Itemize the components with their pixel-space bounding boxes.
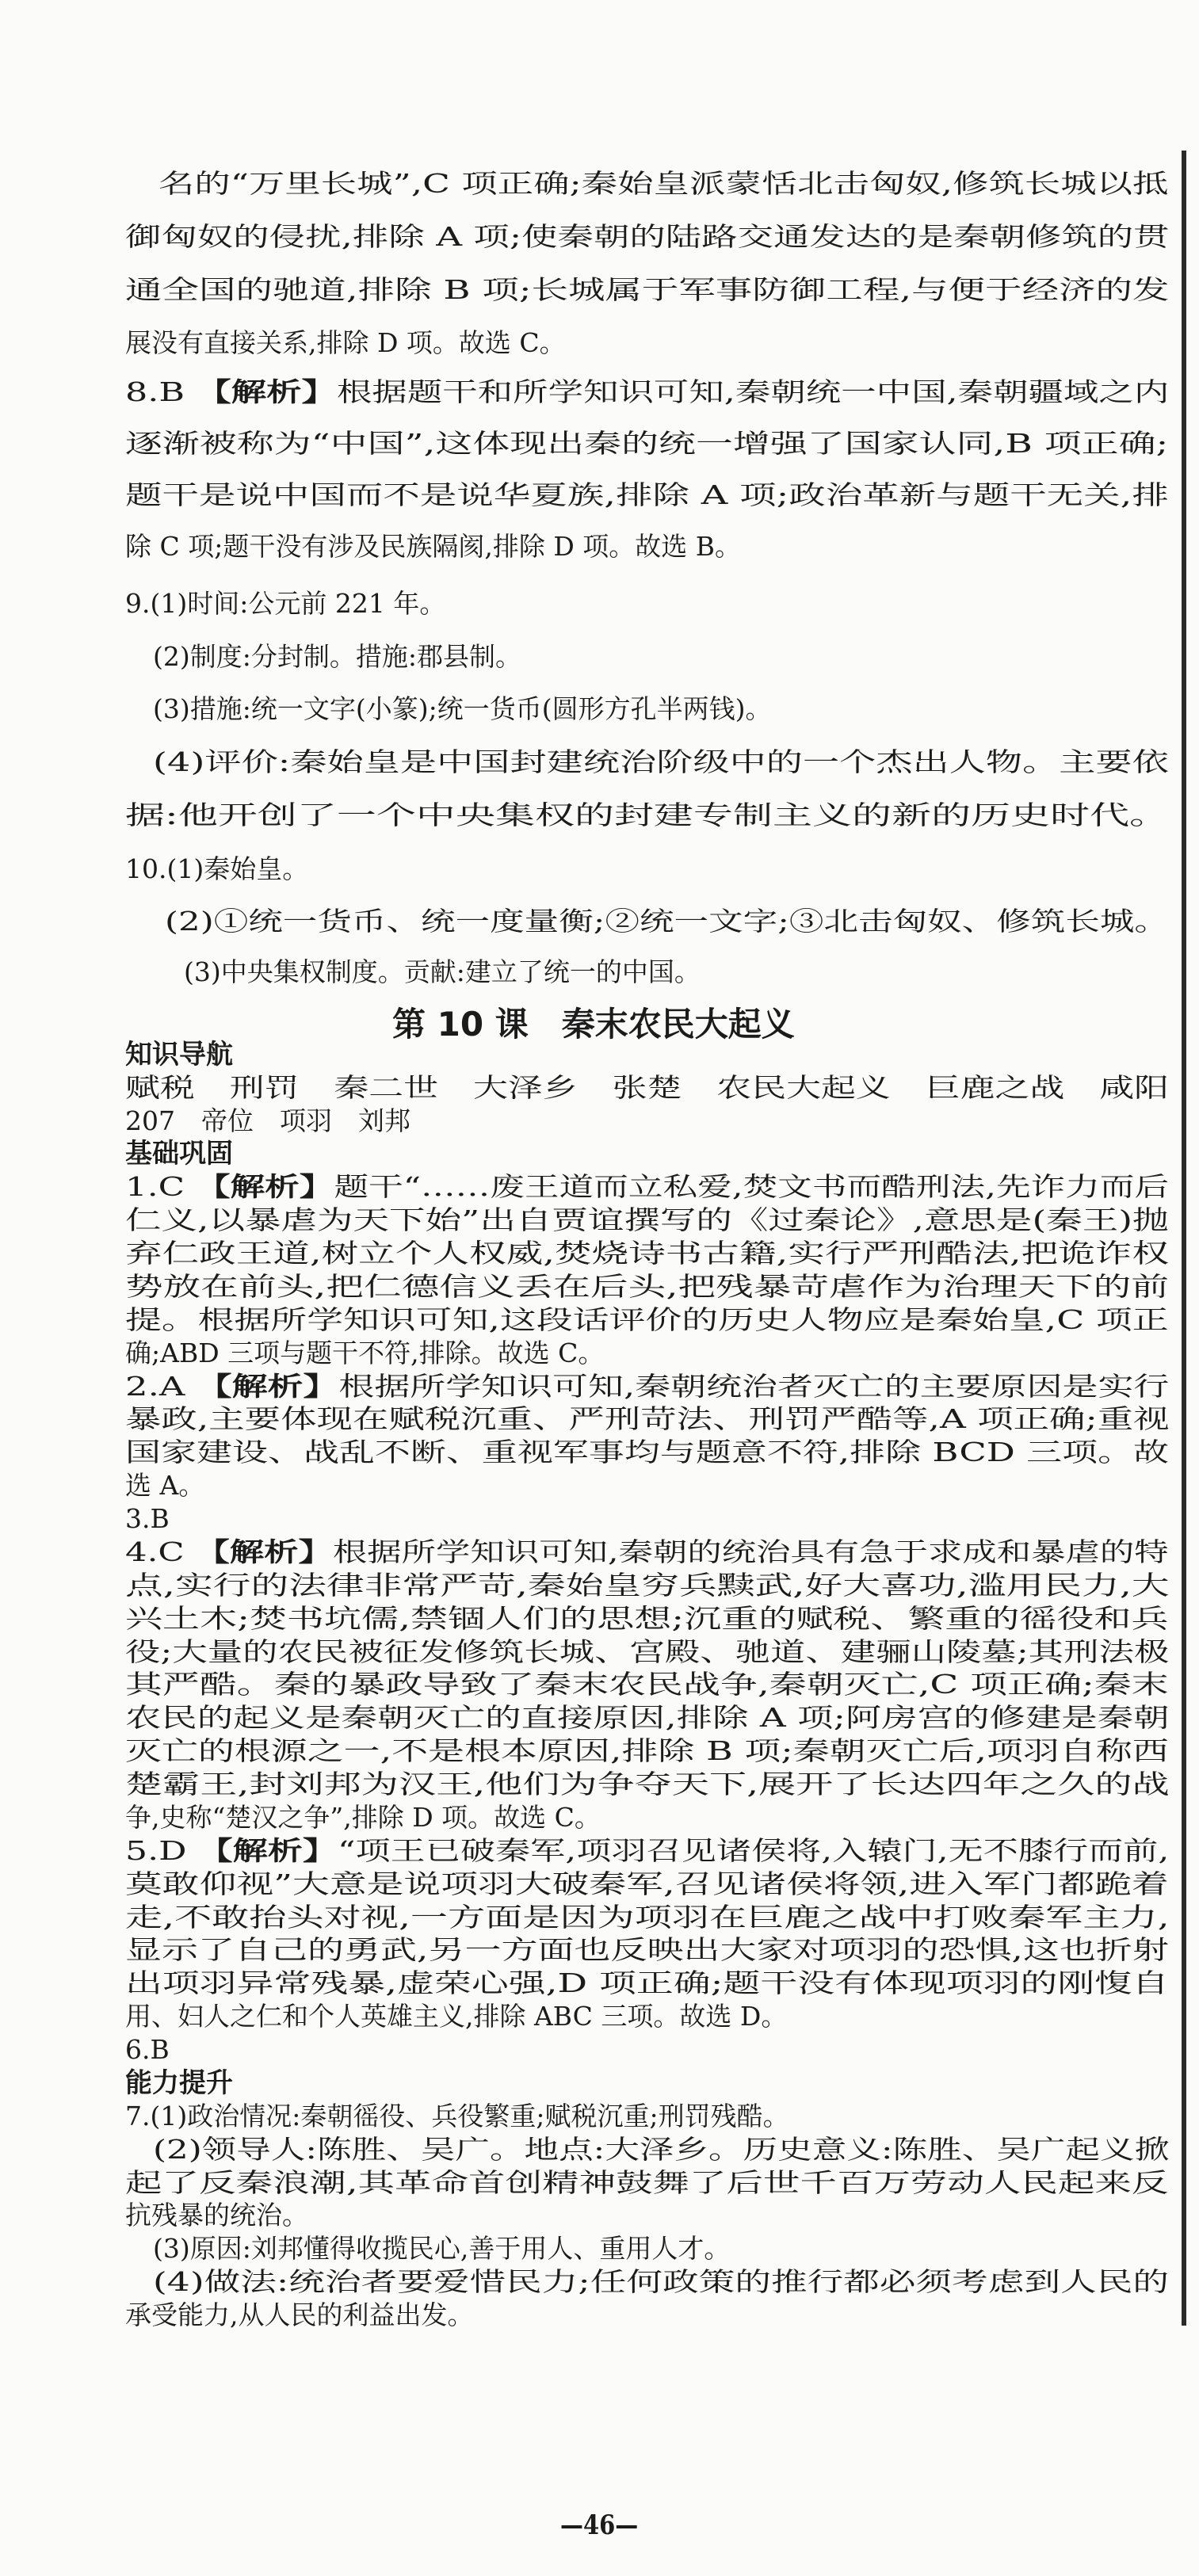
text-line: (2)制度:分封制。措施:郡县制。 bbox=[153, 641, 521, 672]
text-line bbox=[125, 1371, 1170, 1402]
analysis-tag: 【解析】 bbox=[195, 1536, 333, 1567]
text-line: 农民的起义是秦朝灭亡的直接原因,排除 A 项;阿房宫的修建是秦朝 bbox=[125, 1702, 1170, 1733]
text-line: 3.B bbox=[125, 1503, 170, 1534]
text-line: 仁义,以暴虐为天下始”出自贾谊撰写的《过秦论》,意思是(秦王)抛 bbox=[125, 1204, 1169, 1235]
text-line: 6.B bbox=[125, 2034, 170, 2065]
text-line: 提。根据所学知识可知,这段话评价的历史人物应是秦始皇,C 项正 bbox=[125, 1304, 1169, 1335]
text-line: 其严酷。秦的暴政导致了秦末农民战争,秦朝灭亡,C 项正确;秦末 bbox=[125, 1669, 1169, 1700]
text-line: 起了反秦浪潮,其革命首创精神鼓舞了后世千百万劳动人民起来反 bbox=[125, 2167, 1169, 2198]
text-line: 出项羽异常残暴,虚荣心强,D 项正确;题干没有体现项羽的刚愎自 bbox=[125, 1967, 1170, 1998]
text-line bbox=[125, 1835, 1170, 1866]
text-line: 灭亡的根源之一,不是根本原因,排除 B 项;秦朝灭亡后,项羽自称西 bbox=[125, 1735, 1169, 1766]
text-line: 势放在前头,把仁德信义丢在后头,把残暴苛虐作为治理天下的前 bbox=[125, 1271, 1169, 1302]
text-line bbox=[125, 1536, 1169, 1567]
text-line: 据:他开创了一个中央集权的封建专制主义的新的历史时代。 bbox=[125, 800, 1170, 830]
lesson-title: 第 10 课 秦末农民大起义 bbox=[392, 1005, 795, 1044]
text-line: 赋税 刑罚 秦二世 大泽乡 张楚 农民大起义 巨鹿之战 咸阳 bbox=[125, 1072, 1169, 1103]
analysis-tag: 【解析】 bbox=[195, 1171, 334, 1202]
text-line: 莫敢仰视”大意是说项羽大破秦军,召见诸侯将领,进入军门都跪着 bbox=[125, 1868, 1169, 1899]
section-heading: 能力提升 bbox=[125, 2067, 233, 2099]
question-number: 2.A bbox=[125, 1371, 197, 1402]
text-line: 暴政,主要体现在赋税沉重、严刑苛法、刑罚严酷等,A 项正确;重视 bbox=[125, 1403, 1170, 1434]
question-number: 8.B bbox=[125, 376, 197, 407]
analysis-text: 根据题干和所学知识可知,秦朝统一中国,秦朝疆域之内 bbox=[336, 376, 1170, 407]
text-line: 逐渐被称为“中国”,这体现出秦的统一增强了国家认同,B 项正确; bbox=[125, 428, 1169, 459]
text-line: 兴土木;焚书坑儒,禁锢人们的思想;沉重的赋税、繁重的徭役和兵 bbox=[125, 1603, 1169, 1634]
text-line: 用、妇人之仁和个人英雄主义,排除 ABC 三项。故选 D。 bbox=[125, 2001, 788, 2032]
text-line: 9.(1)时间:公元前 221 年。 bbox=[125, 588, 446, 619]
text-line: (3)中央集权制度。贡献:建立了统一的中国。 bbox=[184, 956, 701, 987]
question-number: 4.C bbox=[125, 1536, 196, 1567]
section-heading: 知识导航 bbox=[125, 1039, 233, 1070]
text-line bbox=[125, 376, 1170, 407]
analysis-tag: 【解析】 bbox=[196, 1371, 339, 1402]
question-number: 5.D bbox=[125, 1835, 198, 1866]
text-line: (4)做法:统治者要爱惜民力;任何政策的推行都必须考虑到人民的 bbox=[153, 2266, 1170, 2297]
text-line: (3)原因:刘邦懂得收揽民心,善于用人、重用人才。 bbox=[153, 2233, 731, 2264]
text-line: 争,史称“楚汉之争”,排除 D 项。故选 C。 bbox=[125, 1802, 601, 1833]
text-line bbox=[125, 1171, 1170, 1202]
analysis-tag: 【解析】 bbox=[196, 376, 337, 407]
text-line: 题干是说中国而不是说华夏族,排除 A 项;政治革新与题干无关,排 bbox=[125, 479, 1169, 510]
text-line: 楚霸王,封刘邦为汉王,他们为争夺天下,展开了长达四年之久的战 bbox=[125, 1769, 1170, 1799]
text-line: 抗残暴的统治。 bbox=[125, 2200, 308, 2231]
text-line: 显示了自己的勇武,另一方面也反映出大家对项羽的恐惧,这也折射 bbox=[125, 1934, 1170, 1965]
text-line: 207 帝位 项羽 刘邦 bbox=[125, 1105, 410, 1136]
analysis-text: 题干“……废王道而立私爱,焚文书而酷刑法,先诈力而后 bbox=[334, 1171, 1170, 1202]
text-line: 展没有直接关系,排除 D 项。故选 C。 bbox=[125, 327, 566, 358]
text-line: 弃仁政王道,树立个人权威,焚烧诗书古籍,实行严刑酷法,把诡诈权 bbox=[125, 1238, 1169, 1269]
analysis-text: 根据所学知识可知,秦朝的统治具有急于求成和暴虐的特 bbox=[332, 1536, 1169, 1567]
analysis-text: “项王已破秦军,项羽召见诸侯将,入辕门,无不膝行而前, bbox=[338, 1835, 1170, 1866]
text-line: 7.(1)政治情况:秦朝徭役、兵役繁重;赋税沉重;刑罚残酷。 bbox=[125, 2101, 789, 2131]
text-line: 选 A。 bbox=[125, 1470, 205, 1501]
text-line: 点,实行的法律非常严苛,秦始皇穷兵黩武,好大喜功,滥用民力,大 bbox=[125, 1570, 1170, 1601]
analysis-tag: 【解析】 bbox=[197, 1835, 338, 1866]
text-line: 承受能力,从人民的利益出发。 bbox=[125, 2299, 474, 2330]
text-line: (2)领导人:陈胜、吴广。地点:大泽乡。历史意义:陈胜、吴广起义掀 bbox=[153, 2134, 1170, 2165]
text-line: 走,不敢抬头对视,一方面是因为项羽在巨鹿之战中打败秦军主力, bbox=[125, 1902, 1170, 1933]
text-line: 国家建设、战乱不断、重视军事均与题意不符,排除 BCD 三项。故 bbox=[125, 1437, 1170, 1467]
question-number: 1.C bbox=[125, 1171, 196, 1202]
text-line: 御匈奴的侵扰,排除 A 项;使秦朝的陆路交通发达的是秦朝修筑的贯 bbox=[125, 221, 1170, 252]
text-line: 名的“万里长城”,C 项正确;秦始皇派蒙恬北击匈奴,修筑长城以抵 bbox=[158, 168, 1169, 199]
text-line: (3)措施:统一文字(小篆);统一货币(圆形方孔半两钱)。 bbox=[153, 693, 772, 724]
analysis-text: 根据所学知识可知,秦朝统治者灭亡的主要原因是实行 bbox=[338, 1371, 1170, 1402]
text-line: 除 C 项;题干没有涉及民族隔阂,排除 D 项。故选 B。 bbox=[125, 531, 742, 562]
right-margin-rule bbox=[1182, 151, 1186, 2326]
page-number: —46— bbox=[560, 2509, 639, 2541]
text-line: 确;ABD 三项与题干不符,排除。故选 C。 bbox=[125, 1338, 605, 1368]
text-line: 役;大量的农民被征发修筑长城、宫殿、驰道、建骊山陵墓;其刑法极 bbox=[125, 1636, 1170, 1667]
text-line: 通全国的驰道,排除 B 项;长城属于军事防御工程,与便于经济的发 bbox=[125, 274, 1170, 305]
text-line: (4)评价:秦始皇是中国封建统治阶级中的一个杰出人物。主要依 bbox=[153, 746, 1169, 777]
section-heading: 基础巩固 bbox=[125, 1138, 233, 1170]
text-line: (2)①统一货币、统一度量衡;②统一文字;③北击匈奴、修筑长城。 bbox=[165, 906, 1169, 937]
text-line: 10.(1)秦始皇。 bbox=[125, 853, 309, 884]
